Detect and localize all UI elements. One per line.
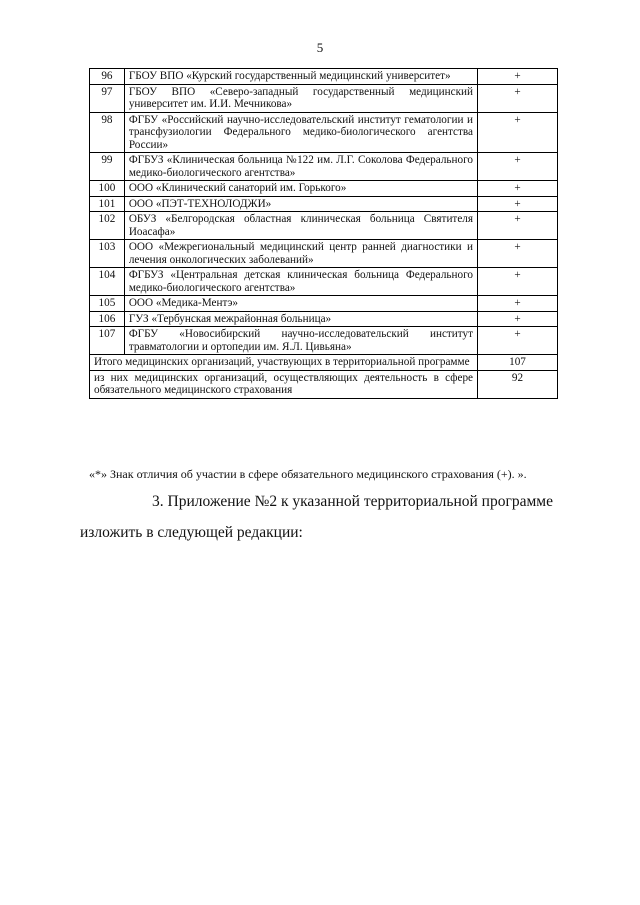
organization-name: ГБОУ ВПО «Северо-западный государственный медицинский университет им. И.И. Мечникова» [124, 84, 477, 112]
summary-row-total [90, 355, 558, 371]
page-number: 5 [316, 40, 324, 55]
paragraph-line-1: 3. Приложение №2 к указанной территориальной программе [152, 493, 553, 510]
oms-mark: + [478, 240, 558, 268]
table-row [90, 181, 558, 197]
organization-name: ФГБУ «Российский научно-исследовательский институт гематологии и трансфузиологии Федерального медико-биологического агентства России» [124, 112, 477, 153]
table-row [90, 153, 558, 181]
oms-mark: + [478, 212, 558, 240]
table-row [90, 268, 558, 296]
oms-mark: + [478, 196, 558, 212]
oms-mark: + [478, 112, 558, 153]
oms-mark: + [478, 296, 558, 312]
organization-name: ООО «Медика-Ментэ» [124, 296, 477, 312]
organization-name: ГБОУ ВПО «Курский государственный медицинский университет» [124, 69, 477, 85]
row-number: 100 [90, 181, 125, 197]
organization-name: ФГБУ «Новосибирский научно-исследовательский институт травматологии и ортопедии им. Я.Л. Цивьяна» [124, 327, 477, 355]
organization-name: ГУЗ «Тербунская межрайонная больница» [124, 311, 477, 327]
oms-mark: + [478, 327, 558, 355]
row-number: 106 [90, 311, 125, 327]
organization-name: ООО «Межрегиональный медицинский центр ранней диагностики и лечения онкологических заболеваний» [124, 240, 477, 268]
row-number: 107 [90, 327, 125, 355]
row-number: 101 [90, 196, 125, 212]
table-row [90, 84, 558, 112]
oms-mark: + [478, 153, 558, 181]
oms-mark: + [478, 268, 558, 296]
organization-name: ФГБУЗ «Центральная детская клиническая больница Федерального медико-биологического агентства» [124, 268, 477, 296]
summary-total-label: Итого медицинских организаций, участвующих в территориальной программе [90, 355, 478, 371]
oms-mark: + [478, 311, 558, 327]
table-row [90, 240, 558, 268]
summary-oms-value: 92 [478, 370, 558, 398]
row-number: 103 [90, 240, 125, 268]
table-row [90, 196, 558, 212]
table-row [90, 69, 558, 85]
table-row [90, 311, 558, 327]
footnote: «*» Знак отличия об участии в сфере обязательного медицинского страхования (+). ». [89, 467, 527, 481]
organization-name: ООО «ПЭТ-ТЕХНОЛОДЖИ» [124, 196, 477, 212]
row-number: 105 [90, 296, 125, 312]
oms-mark: + [478, 181, 558, 197]
table-row [90, 327, 558, 355]
paragraph-line-2: изложить в следующей редакции: [80, 524, 303, 541]
organization-name: ОБУЗ «Белгородская областная клиническая больница Святителя Иоасафа» [124, 212, 477, 240]
row-number: 96 [90, 69, 125, 85]
summary-oms-label: из них медицинских организаций, осуществляющих деятельность в сфере обязательного медицинского страхования [90, 370, 478, 398]
table-row [90, 296, 558, 312]
table-row [90, 112, 558, 153]
oms-mark: + [478, 69, 558, 85]
row-number: 99 [90, 153, 125, 181]
oms-mark: + [478, 84, 558, 112]
summary-total-value: 107 [478, 355, 558, 371]
table-row [90, 212, 558, 240]
medical-organizations-table [89, 68, 558, 399]
row-number: 104 [90, 268, 125, 296]
summary-row-oms [90, 370, 558, 398]
row-number: 102 [90, 212, 125, 240]
row-number: 98 [90, 112, 125, 153]
organization-name: ООО «Клинический санаторий им. Горького» [124, 181, 477, 197]
organization-name: ФГБУЗ «Клиническая больница №122 им. Л.Г. Соколова Федерального медико-биологического агентства» [124, 153, 477, 181]
row-number: 97 [90, 84, 125, 112]
